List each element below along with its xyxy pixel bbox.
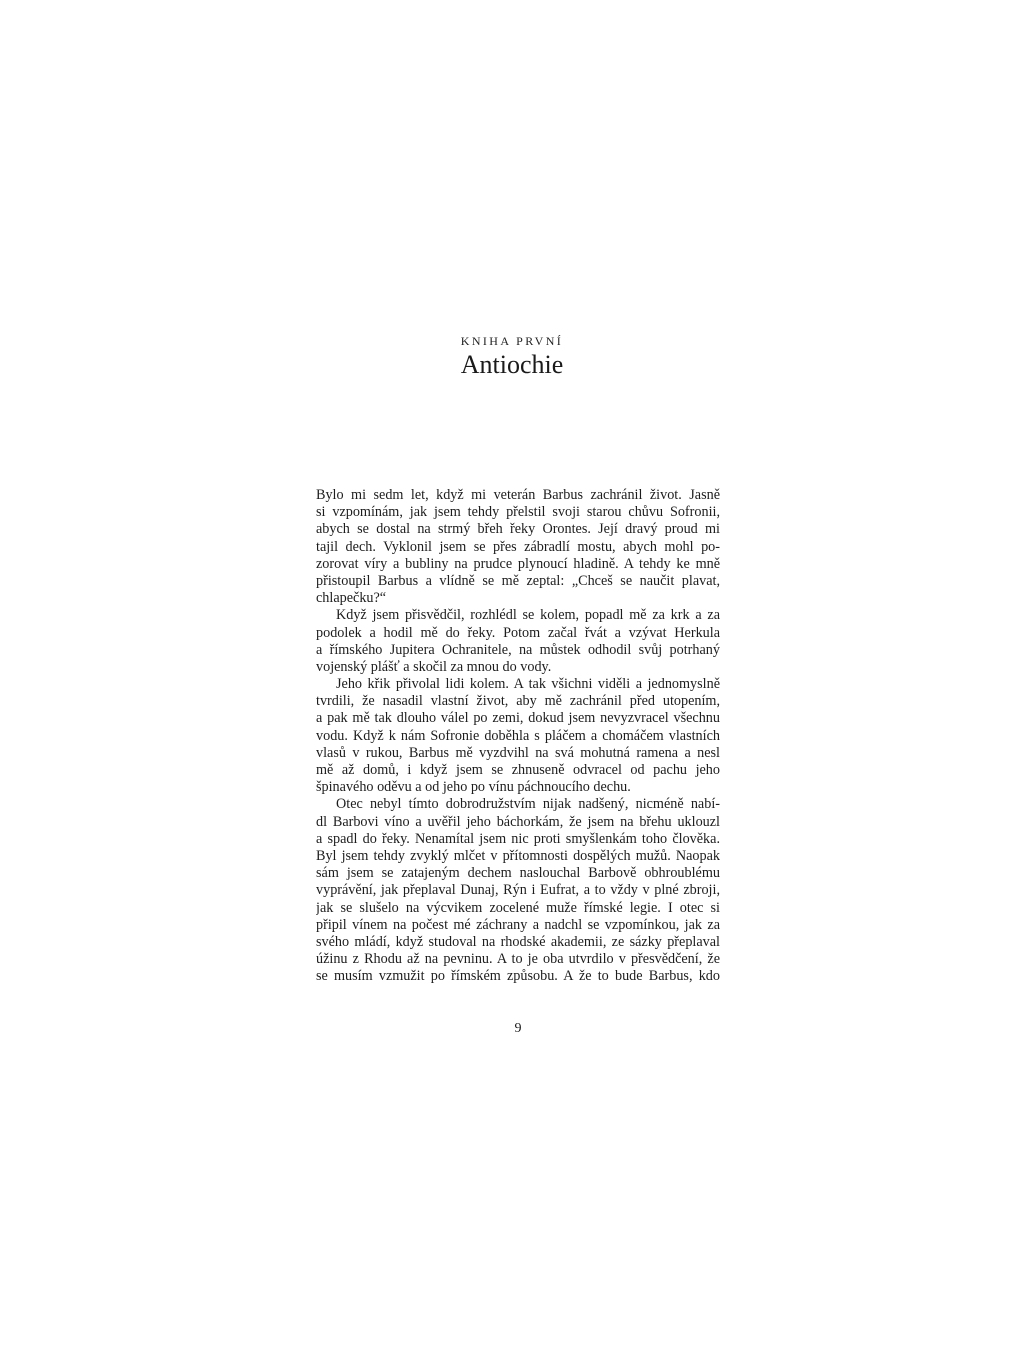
text-line: připil vínem na počest mé záchrany a nadchl se vzpomínkou, jak za (316, 916, 720, 933)
text-line: a pak mě tak dlouho válel po zemi, dokud jsem nevyzvracel všechnu (316, 710, 720, 727)
text-line: Jeho křik přivolal lidi kolem. A tak všichni viděli a jednomyslně (336, 676, 720, 693)
text-line: Otec nebyl tímto dobrodružstvím nijak nadšený, nicméně nabí- (336, 796, 720, 813)
book-part-label: KNIHA PRVNÍ (460, 334, 564, 348)
text-line: podolek a hodil mě do řeky. Potom začal řvát a vzývat Herkula (316, 624, 720, 641)
paragraph (316, 607, 720, 676)
text-line: tvrdili, že nasadil vlastní život, aby mě zachránil před utopením, (316, 693, 720, 710)
text-line: svého mládí, když studoval na rhodské akademii, ze sázky přeplaval (316, 933, 720, 950)
paragraph (316, 676, 720, 796)
text-line: se musím vzmužit po římském způsobu. A že to bude Barbus, kdo (316, 968, 720, 985)
chapter-title: Antiochie (460, 350, 564, 379)
text-line: tajil dech. Vyklonil jsem se přes zábradlí mostu, abych mohl po- (316, 538, 720, 555)
text-line: úžinu z Rhodu až na pevninu. A to je oba utvrdilo v přesvědčení, že (316, 951, 720, 968)
body-text (316, 487, 720, 985)
text-line: mě až domů, i když jsem se zhnuseně odvracel od pachu jeho (316, 762, 720, 778)
text-line: Byl jsem tehdy zvyklý mlčet v přítomnosti dospělých mužů. Naopak (316, 847, 720, 864)
text-line: Když jsem přisvědčil, rozhlédl se kolem, popadl mě za krk a za (336, 607, 720, 624)
text-line: chlapečku?“ (316, 590, 387, 607)
page-number: 9 (514, 1021, 522, 1036)
text-line: špinavého oděvu a od jeho po vínu páchnoucího dechu. (316, 779, 631, 796)
text-line: si vzpomínám, jak jsem tehdy přelstil svoji starou chůvu Sofronii, (316, 504, 720, 521)
text-line: Bylo mi sedm let, když mi veterán Barbus zachránil život. Jasně (316, 487, 720, 503)
text-line: sám jsem se zatajeným dechem naslouchal Barbově obhroublému (316, 865, 720, 882)
text-line: vodu. Když k nám Sofronie doběhla s pláčem a chomáčem vlastních (316, 727, 720, 744)
text-line: a spadl do řeky. Nenamítal jsem nic proti smyšlenkám toho člověka. (316, 830, 720, 847)
text-line: přistoupil Barbus a vlídně se mě zeptal: „Chceš se naučit plavat, (316, 572, 720, 589)
text-line: jak se slušelo na výcvikem zocelené muže římské legie. I otec si (316, 899, 720, 916)
text-line: vlasů v rukou, Barbus mě vyzdvihl na svá mohutná ramena a nesl (316, 744, 720, 761)
text-line: a římského Jupitera Ochranitele, na můstek odhodil svůj potrhaný (316, 641, 720, 658)
text-line: abych se dostal na strmý břeh řeky Orontes. Její dravý proud mi (316, 521, 720, 538)
paragraph (316, 487, 720, 607)
text-line: vyprávění, jak přeplaval Dunaj, Rýn i Eufrat, a to vždy v plné zbroji, (316, 882, 720, 899)
text-line: zorovat víry a bubliny na prudce plynoucí hladině. A tehdy ke mně (316, 555, 720, 572)
paragraph (316, 796, 720, 985)
text-line: vojenský plášť a skočil za mnou do vody. (316, 658, 552, 675)
text-line: dl Barbovi víno a uvěřil jeho báchorkám, že jsem na břehu uklouzl (316, 813, 720, 830)
